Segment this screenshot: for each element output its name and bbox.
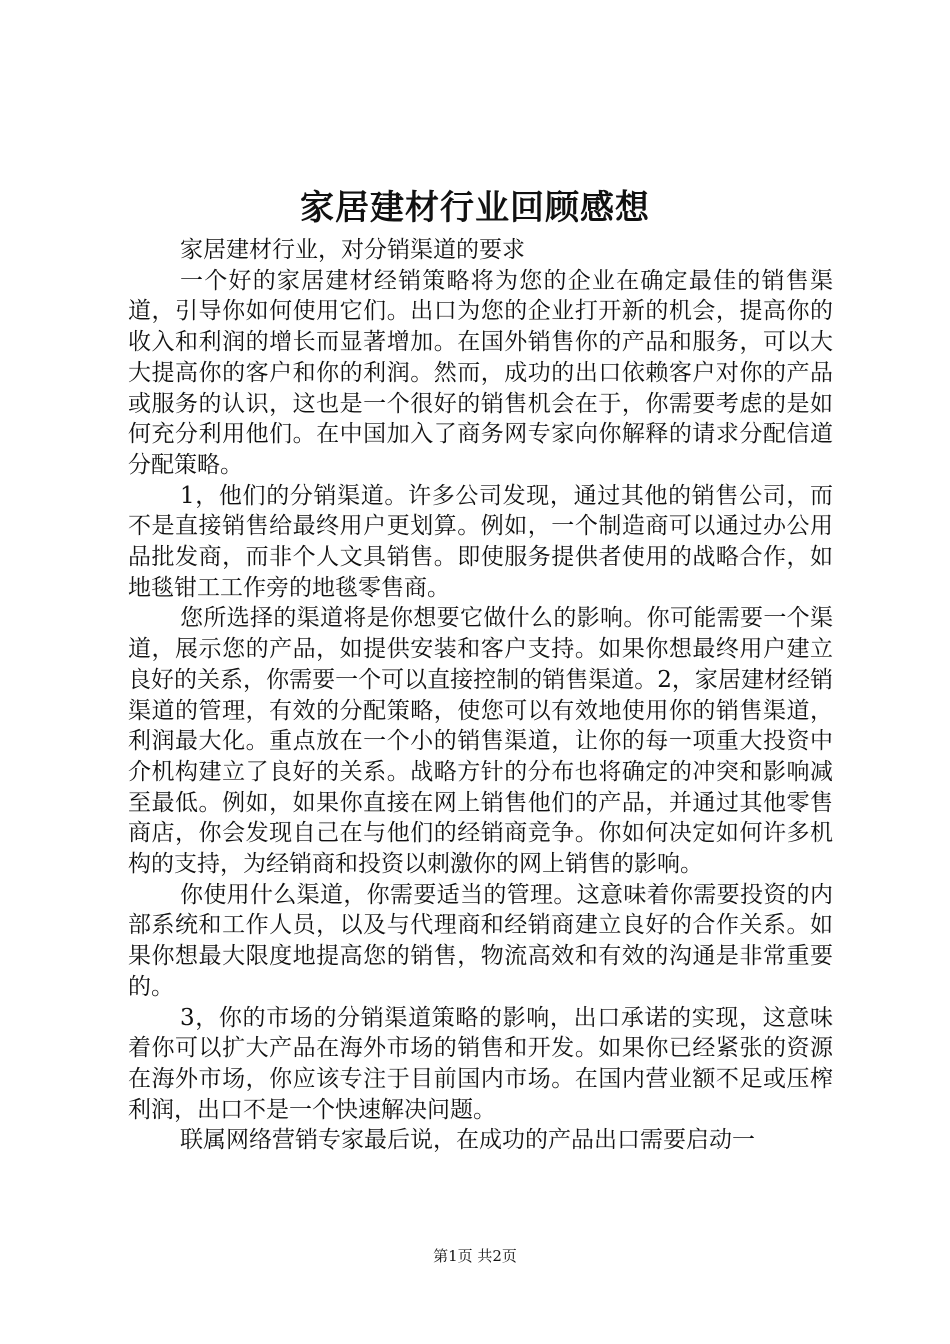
document-body [128,235,833,1156]
page-footer: 第1页 共2页 [433,1247,517,1265]
paragraph: 您所选择的渠道将是你想要它做什么的影响。你可能需要一个渠道，展示您的产品，如提供安装和客户支持。如果你想最终用户建立良好的关系，你需要一个可以直接控制的销售渠道。2，家居建材经销渠道的管理，有效的分配策略，使您可以有效地使用你的销售渠道，利润最大化。重点放在一个小的销售渠道，让你的每一项重大投资中介机构建立了良好的关系。战略方针的分布也将确定的冲突和影响减至最低。例如，如果你直接在网上销售他们的产品，并通过其他零售商店，你会发现自己在与他们的经销商竞争。你如何决定如何许多机构的支持，为经销商和投资以刺激你的网上销售的影响。 [128,605,833,878]
paragraph: 1，他们的分销渠道。许多公司发现，通过其他的销售公司，而不是直接销售给最终用户更划算。例如，一个制造商可以通过办公用品批发商，而非个人文具销售。即使服务提供者使用的战略合作，如地毯钳工工作旁的地毯零售商。 [128,482,833,601]
document-title: 家居建材行业回顾感想 [300,188,650,228]
paragraph: 你使用什么渠道，你需要适当的管理。这意味着你需要投资的内部系统和工作人员，以及与代理商和经销商建立良好的合作关系。如果你想最大限度地提高您的销售，物流高效和有效的沟通是非常重要的。 [128,881,833,1000]
paragraph: 联属网络营销专家最后说，在成功的产品出口需要启动一 [180,1127,755,1154]
paragraph: 3，你的市场的分销渠道策略的影响，出口承诺的实现，这意味着你可以扩大产品在海外市场的销售和开发。如果你已经紧张的资源在海外市场，你应该专注于目前国内市场。在国内营业额不足或压榨利润，出口不是一个快速解决问题。 [128,1004,833,1123]
paragraph-subtitle: 家居建材行业，对分销渠道的要求 [180,237,525,263]
paragraph: 一个好的家居建材经销策略将为您的企业在确定最佳的销售渠道，引导你如何使用它们。出口为您的企业打开新的机会，提高你的收入和利润的增长而显著增加。在国外销售你的产品和服务，可以大大提高你的客户和你的利润。然而，成功的出口依赖客户对你的产品或服务的认识，这也是一个很好的销售机会在于，你需要考虑的是如何充分利用他们。在中国加入了商务网专家向你解释的请求分配信道分配策略。 [128,267,833,478]
